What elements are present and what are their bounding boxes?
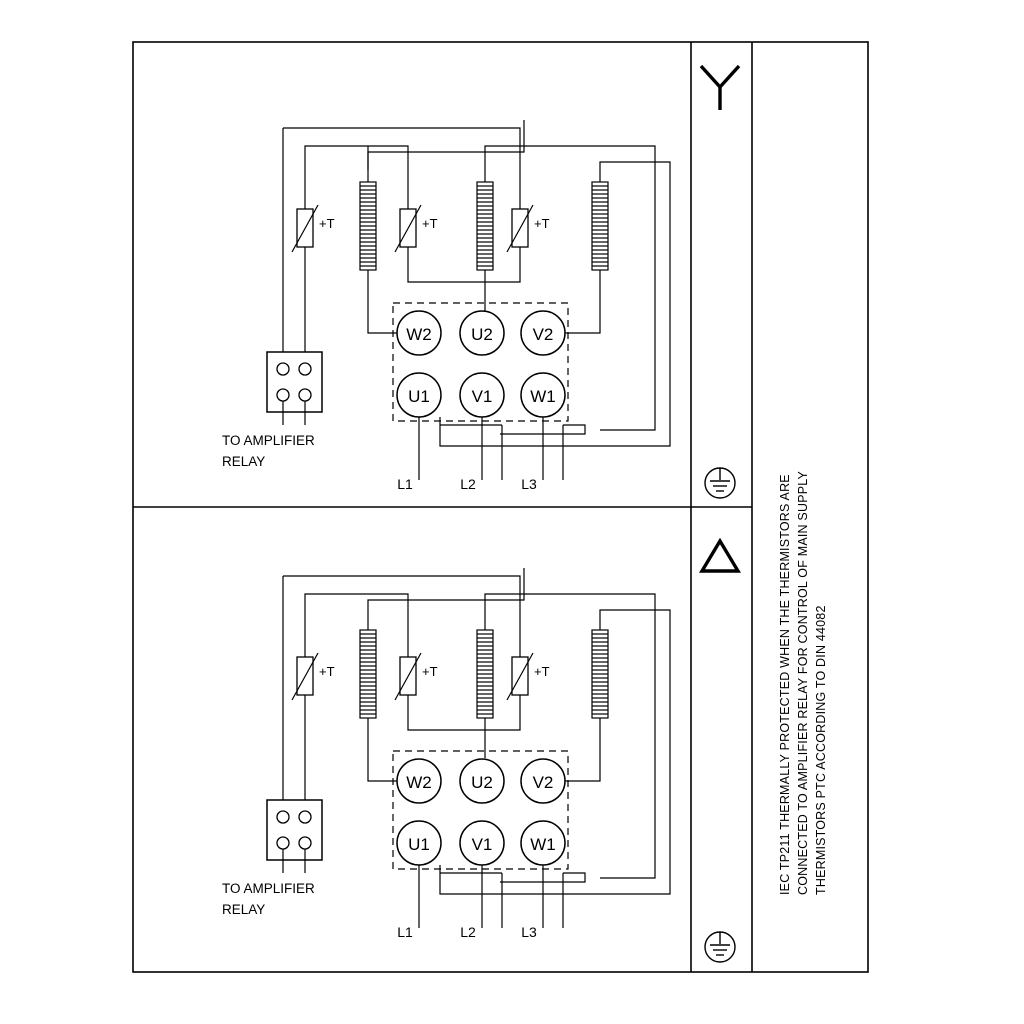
thermistor-label-2: +T	[422, 664, 438, 679]
terminal-row-top	[397, 311, 565, 355]
terminal-label-v2: V2	[532, 773, 554, 792]
terminal-label-w1: W1	[530, 387, 556, 406]
terminal-label-v1: V1	[471, 387, 493, 406]
terminal-label-w2: W2	[406, 773, 432, 792]
terminal-label-w2: W2	[406, 325, 432, 344]
terminal-row-top	[397, 759, 565, 803]
note-line-3: THERMISTORS PTC ACCORDING TO DIN 44082	[814, 605, 828, 895]
amplifier-label-line-2: RELAY	[222, 902, 266, 917]
thermistor-label-3: +T	[534, 216, 550, 231]
terminal-row-bottom	[397, 821, 565, 865]
supply-label-l1: L1	[397, 924, 413, 940]
supply-label-l2: L2	[460, 476, 476, 492]
supply-label-l3: L3	[521, 476, 537, 492]
supply-label-l3: L3	[521, 924, 537, 940]
terminal-label-u1: U1	[408, 387, 430, 406]
terminal-label-u2: U2	[471, 325, 493, 344]
terminal-label-v1: V1	[471, 835, 493, 854]
terminal-label-v2: V2	[532, 325, 554, 344]
amplifier-label-line-2: RELAY	[222, 454, 266, 469]
thermistor-label-3: +T	[534, 664, 550, 679]
amplifier-label-line-1: TO AMPLIFIER	[222, 433, 315, 448]
note-line-1: IEC TP211 THERMALLY PROTECTED WHEN THE THERMISTORS ARE	[778, 474, 792, 895]
supply-label-l2: L2	[460, 924, 476, 940]
thermistor-label-1: +T	[319, 664, 335, 679]
terminal-label-w1: W1	[530, 835, 556, 854]
supply-label-l1: L1	[397, 476, 413, 492]
terminal-row-bottom	[397, 373, 565, 417]
amplifier-label-line-1: TO AMPLIFIER	[222, 881, 315, 896]
thermistor-label-2: +T	[422, 216, 438, 231]
terminal-label-u2: U2	[471, 773, 493, 792]
note-line-2: CONNECTED TO AMPLIFIER RELAY FOR CONTROL OF MAIN SUPPLY	[796, 470, 810, 895]
terminal-label-u1: U1	[408, 835, 430, 854]
thermistor-label-1: +T	[319, 216, 335, 231]
